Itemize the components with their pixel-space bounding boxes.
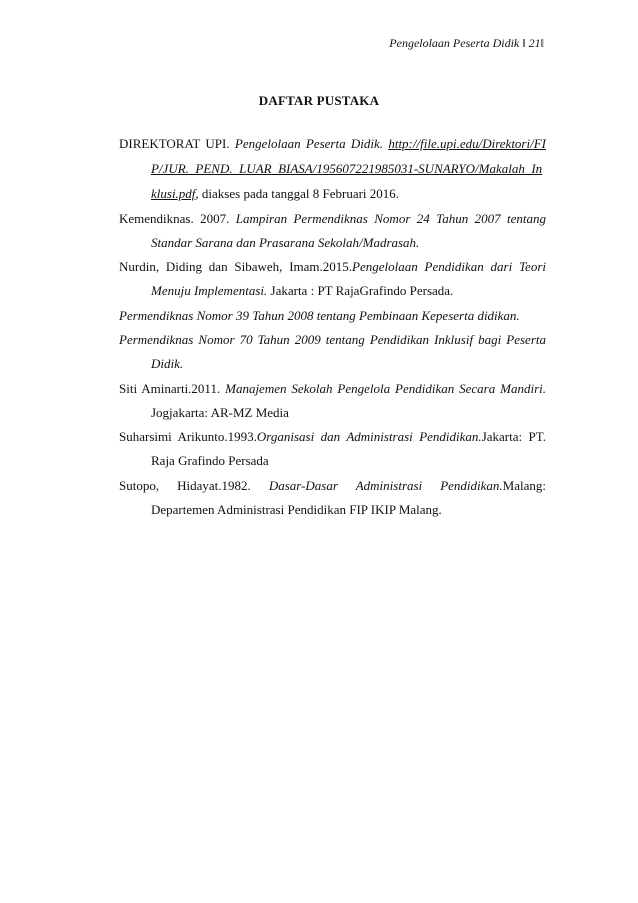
reference-publisher: , diakses pada tanggal 8 Februari 2016. bbox=[195, 186, 400, 201]
reference-list bbox=[119, 131, 546, 522]
reference-publisher: Malang: Departemen Administrasi Pendidikan FIP IKIP Malang. bbox=[151, 477, 546, 517]
reference-author: Nurdin, Diding dan Sibaweh, Imam.2015. bbox=[119, 259, 353, 274]
reference-publisher: Jogjakarta: AR-MZ Media bbox=[151, 404, 289, 420]
reference-publisher: Jakarta: PT. Raja Grafindo Persada bbox=[151, 429, 546, 468]
reference-title: Manajemen Sekolah Pengelola Pendidikan Secara Mandiri. bbox=[225, 380, 546, 396]
reference-item bbox=[119, 304, 546, 328]
reference-item bbox=[119, 207, 546, 255]
reference-item bbox=[119, 328, 546, 376]
reference-title: Permendiknas Nomor 39 Tahun 2008 tentang Pembinaan Kepeserta didikan. bbox=[119, 307, 520, 323]
reference-author: Siti Aminarti.2011. bbox=[119, 380, 226, 396]
reference-publisher: Jakarta : PT RajaGrafindo Persada. bbox=[267, 283, 454, 298]
reference-item bbox=[119, 474, 546, 522]
reference-title: Permendiknas Nomor 70 Tahun 2009 tentang Pendidikan Inklusif bagi Peserta Didik. bbox=[119, 332, 546, 371]
reference-link[interactable]: http://file.upi.edu/Direktori/FIP/JUR._PEND._LUAR_BIASA/195607221985031-SUNARYO/Makalah_Inklusi.pdf bbox=[151, 136, 546, 201]
reference-author: Suharsimi Arikunto.1993. bbox=[119, 429, 257, 444]
reference-author: Sutopo, Hidayat.1982. bbox=[119, 477, 269, 493]
page-title: DAFTAR PUSTAKA bbox=[258, 93, 380, 108]
reference-author: DIREKTORAT UPI. bbox=[119, 136, 235, 151]
running-head: Pengelolaan Peserta Didik ‖ 21‖ bbox=[389, 36, 544, 50]
reference-author: Kemendiknas. 2007. bbox=[119, 210, 236, 226]
reference-item bbox=[119, 255, 546, 303]
reference-title: Lampiran Permendiknas Nomor 24 Tahun 2007 tentang Standar Sarana dan Prasarana Sekolah/Madrasah. bbox=[151, 210, 547, 250]
reference-title: Organisasi dan Administrasi Pendidikan. bbox=[256, 429, 482, 444]
reference-title: Pengelolaan Pendidikan dari Teori Menuju Implementasi. bbox=[151, 259, 546, 298]
reference-title: Dasar-Dasar Administrasi Pendidikan. bbox=[268, 477, 503, 493]
reference-item bbox=[119, 377, 546, 425]
reference-item bbox=[119, 131, 546, 206]
reference-title: Pengelolaan Peserta Didik. bbox=[234, 136, 384, 151]
reference-item bbox=[119, 425, 546, 473]
